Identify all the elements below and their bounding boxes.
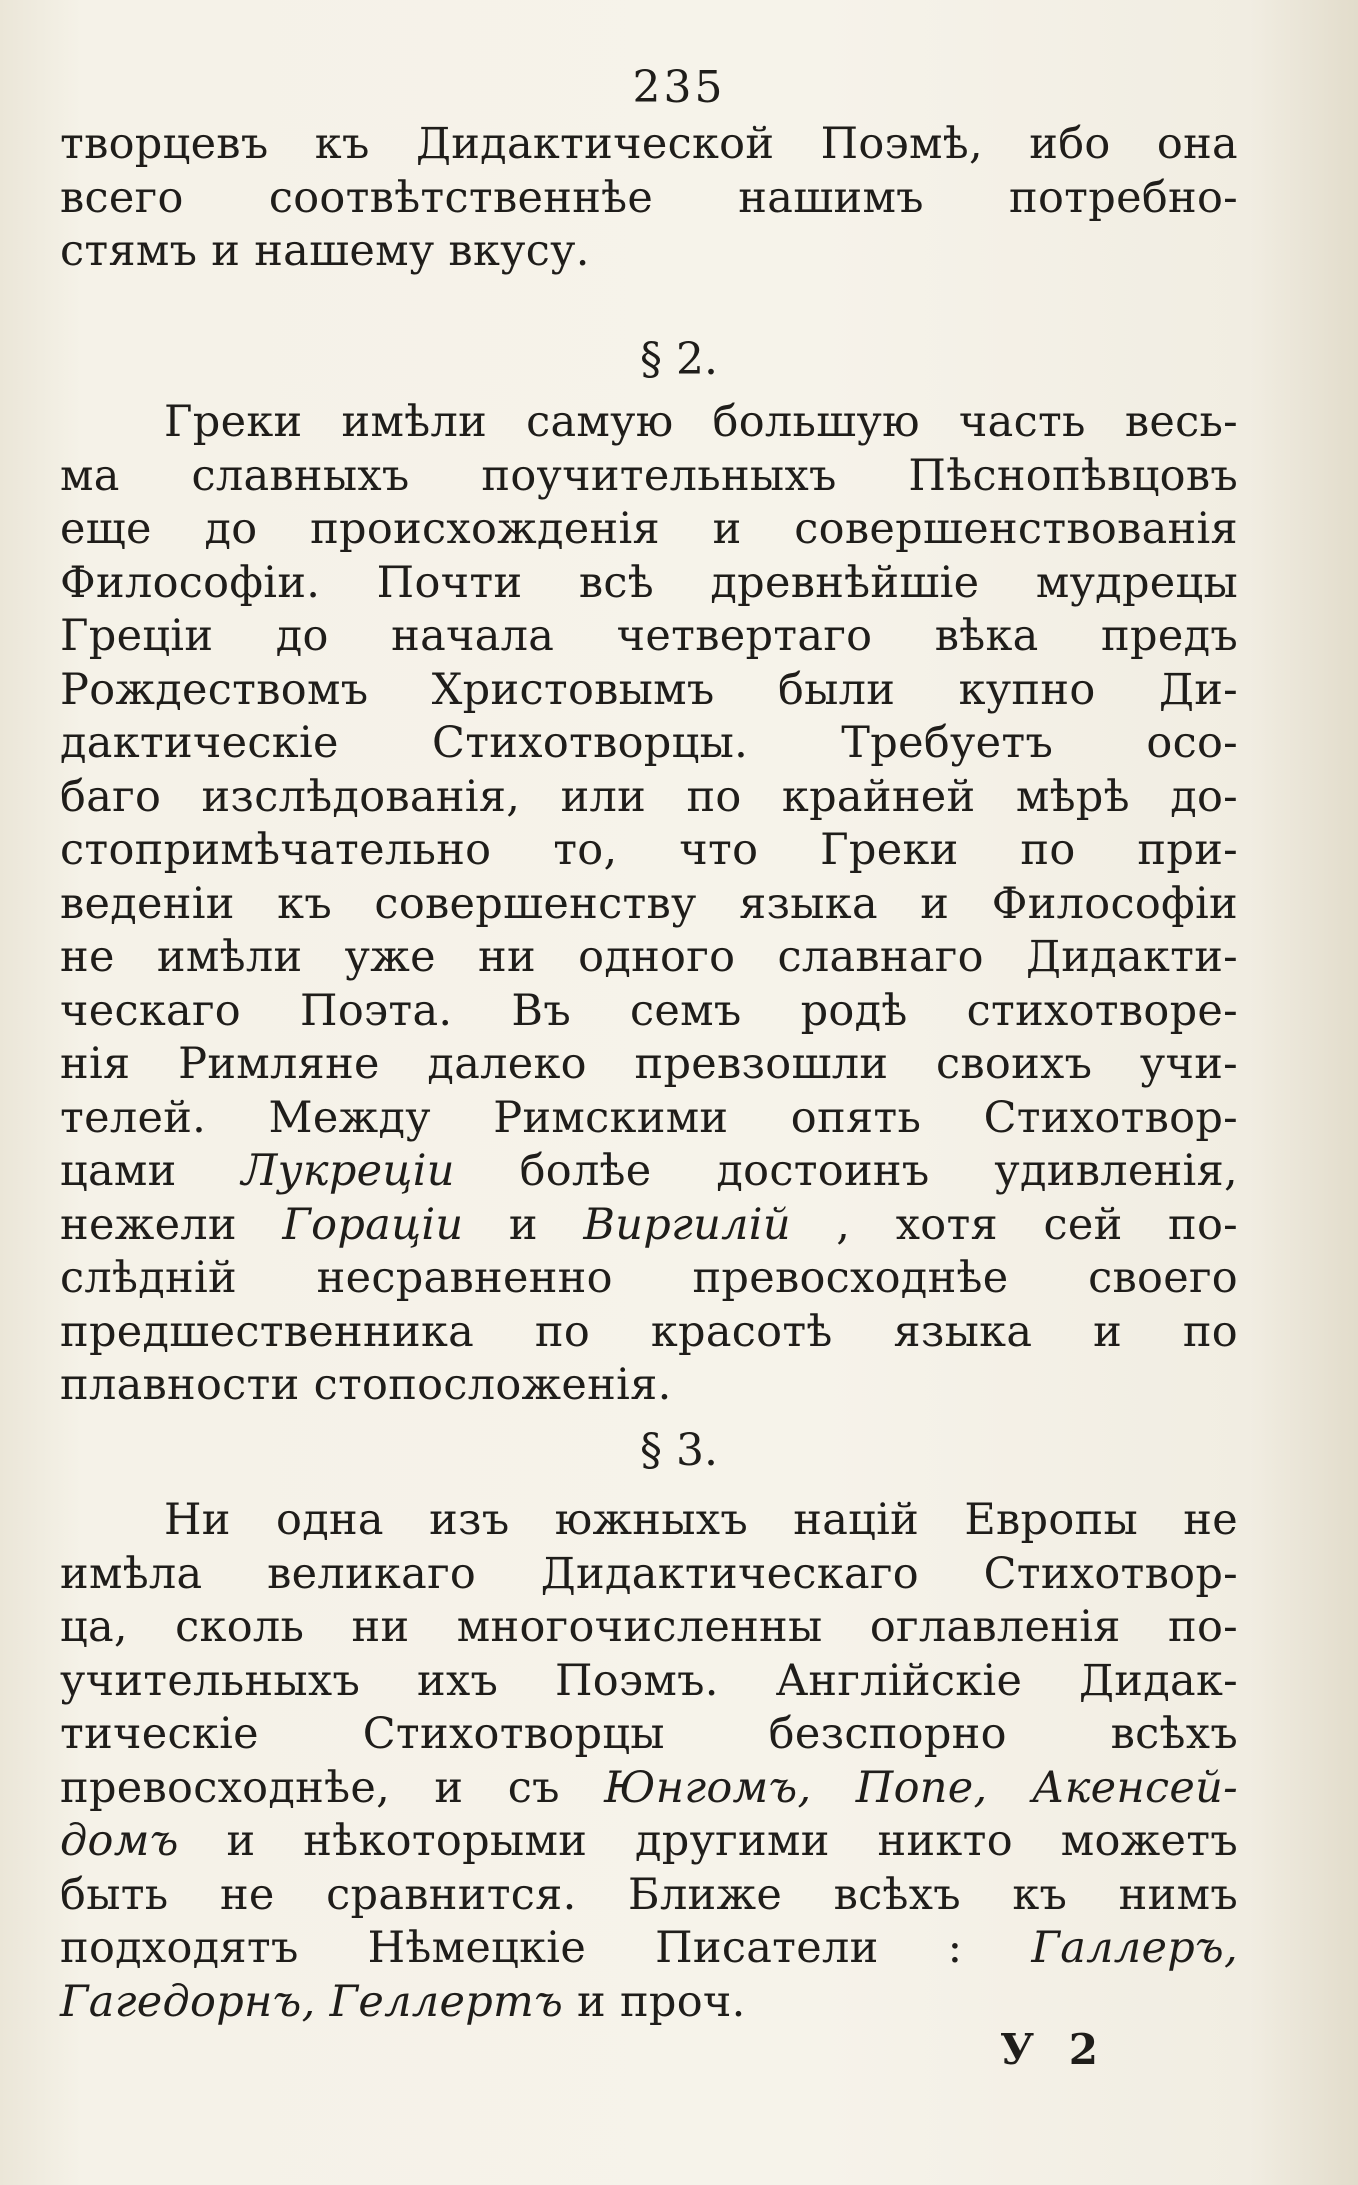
text-line: веденіи къ совершенству языка и Философіи: [60, 878, 1238, 929]
text-fragment: превосходнѣе, и съ: [60, 1762, 605, 1813]
text-line: [60, 1145, 1238, 1199]
section-3-paragraph: [60, 1494, 1238, 2029]
name-akenside: домъ: [60, 1816, 179, 1866]
text-line: Ни одна изъ южныхъ націй Европы не: [164, 1495, 1238, 1545]
text-line: учительныхъ ихъ Поэмъ. Англійскіе Дидак-: [60, 1655, 1238, 1706]
section-2-paragraph: [60, 396, 1238, 1413]
text-line: слѣдній несравненно превосходнѣе своего: [60, 1253, 1238, 1303]
text-line: баго изслѣдованія, или по крайней мѣрѣ до-: [60, 771, 1238, 822]
text-line: [60, 1762, 1238, 1816]
text-line: ческаго Поэта. Въ семъ родѣ стихотворе-: [60, 985, 1238, 1036]
text-line: нія Римляне далеко превзошли своихъ учи-: [60, 1039, 1238, 1089]
text-fragment: и проч.: [563, 1976, 746, 2027]
text-line: телей. Между Римскими опять Стихотвор-: [60, 1092, 1238, 1143]
text-fragment: и нѣкоторыми другими никто можетъ: [178, 1816, 1238, 1866]
text-line: [60, 1199, 1238, 1253]
text-fragment: , хотя сей по-: [790, 1199, 1238, 1250]
name-virgil: Виргилій: [583, 1199, 791, 1250]
names-young-pope-akenside: Юнгомъ, Попе, Акенсей-: [604, 1762, 1238, 1813]
text-line: предшественника по красотѣ языка и по: [60, 1306, 1238, 1357]
text-line: быть не сравнится. Ближе всѣхъ къ нимъ: [60, 1869, 1238, 1920]
section-3-heading: § 3.: [640, 1425, 718, 1476]
text-line: [60, 1976, 1238, 2030]
text-fragment: нежели: [60, 1199, 283, 1250]
text-line: ца, сколь ни многочисленны оглавленія по-: [60, 1602, 1238, 1652]
text-line: стопримѣчательно то, что Греки по при-: [60, 825, 1238, 875]
continuation-paragraph: [60, 118, 1238, 279]
text-line: стямъ и нашему вкусу.: [60, 226, 590, 276]
name-lucretius: Лукреціи: [241, 1146, 455, 1196]
names-hagedorn-gellert: Гагедорнъ, Геллертъ: [60, 1976, 564, 2027]
page-number: 235: [632, 62, 726, 113]
text-line: имѣла великаго Дидактическаго Стихотвор-: [60, 1548, 1238, 1599]
text-line: плавности стопосложенія.: [60, 1360, 672, 1410]
text-line: творцевъ къ Дидактической Поэмѣ, ибо она: [60, 119, 1238, 169]
text-fragment: цами: [60, 1146, 242, 1196]
text-line: Греки имѣли самую большую часть весь-: [164, 397, 1238, 447]
signature-mark: У 2: [1000, 2025, 1108, 2074]
text-line: не имѣли уже ни одного славнаго Дидакти-: [60, 932, 1238, 982]
text-line: ма славныхъ поучительныхъ Пѣснопѣвцовъ: [60, 450, 1238, 501]
text-line: Философіи. Почти всѣ древнѣйшіе мудрецы: [60, 557, 1238, 608]
text-line: Греціи до начала четвертаго вѣка предъ: [60, 611, 1238, 661]
section-2-heading: § 2.: [640, 334, 718, 385]
text-line: [60, 1922, 1238, 1976]
text-fragment: подходятъ Нѣмецкіе Писатели :: [60, 1923, 1032, 1973]
name-haller: Галлеръ,: [1031, 1923, 1238, 1973]
text-line: [60, 1815, 1238, 1869]
text-line: всего соотвѣтственнѣе нашимъ потребно-: [60, 172, 1238, 223]
text-fragment: и: [463, 1199, 584, 1250]
text-line: дактическіе Стихотворцы. Требуетъ осо-: [60, 718, 1238, 768]
text-fragment: болѣе достоинъ удивленія,: [454, 1146, 1238, 1196]
text-line: Рождествомъ Христовымъ были купно Ди-: [60, 664, 1238, 715]
name-horace: Гораціи: [282, 1199, 464, 1250]
text-line: тическіе Стихотворцы безспорно всѣхъ: [60, 1709, 1238, 1759]
text-line: еще до происхожденія и совершенствованія: [60, 504, 1238, 554]
